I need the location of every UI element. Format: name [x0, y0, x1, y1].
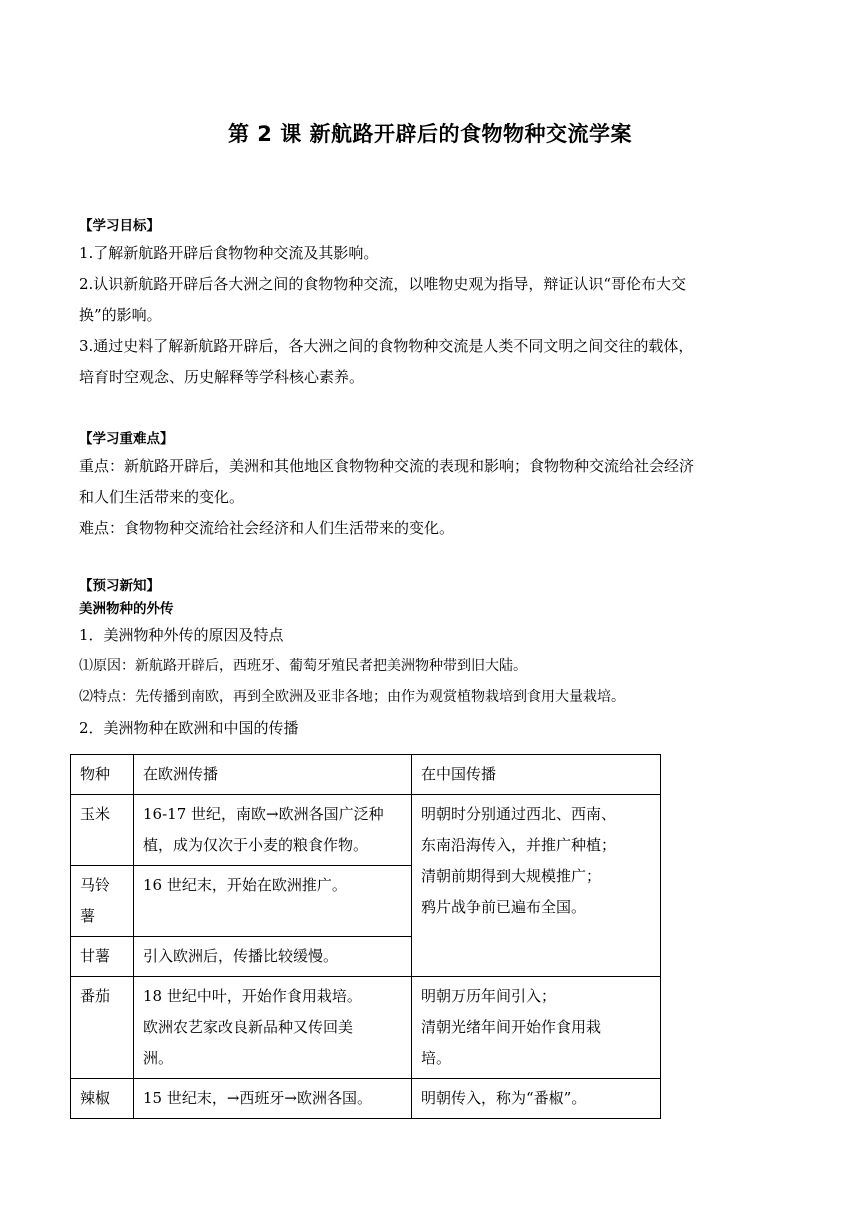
objectives-heading: 【学习目标】 — [79, 218, 160, 234]
preview-section — [79, 574, 791, 744]
species-cell: 番茄 — [71, 977, 134, 1079]
key-points-section — [79, 427, 791, 544]
preview-reason: ⑴原因：新航路开辟后，西班牙、葡萄牙殖民者把美洲物种带到旧大陆。 — [79, 658, 527, 674]
cell-line: 薯 — [80, 907, 96, 925]
preview-heading: 【预习新知】 — [79, 578, 160, 594]
table-header: 在中国传播 — [412, 755, 661, 795]
page-title: 第 2 课 新航路开辟后的食物物种交流学案 — [227, 122, 633, 146]
cell-line: 鸦片战争前已遍布全国。 — [421, 898, 587, 916]
key-points-heading: 【学习重难点】 — [79, 431, 174, 447]
table-header-row — [71, 755, 661, 795]
china-merged-cell — [412, 795, 661, 977]
cell-line: 明朝传入，称为“番椒”。 — [421, 1089, 587, 1107]
table-row — [71, 1079, 661, 1119]
key-point-line: 重点：新航路开辟后，美洲和其他地区食物物种交流的表现和影响；食物物种交流给社会经济 — [79, 457, 695, 475]
preview-item-1: 1．美洲物种外传的原因及特点 — [79, 626, 284, 644]
europe-cell — [134, 1079, 412, 1119]
species-cell: 辣椒 — [71, 1079, 134, 1119]
cell-line: 引入欧洲后，传播比较缓慢。 — [143, 947, 339, 965]
objectives-section — [79, 214, 791, 393]
cell-line: 16-17 世纪，南欧→欧洲各国广泛种 — [143, 805, 384, 823]
cell-line: 植，成为仅次于小麦的粮食作物。 — [143, 836, 369, 854]
europe-cell — [134, 937, 412, 977]
cell-line: 16 世纪末，开始在欧洲推广。 — [143, 876, 347, 894]
key-point-line: 和人们生活带来的变化。 — [79, 488, 245, 506]
europe-cell — [134, 977, 412, 1079]
cell-line: 洲。 — [143, 1049, 174, 1067]
objective-line: 换”的影响。 — [79, 306, 162, 324]
species-table — [70, 754, 661, 1119]
cell-line: 15 世纪末，→西班牙→欧洲各国。 — [143, 1089, 372, 1107]
preview-subheading: 美洲物种的外传 — [79, 601, 174, 617]
cell-line: 欧洲农艺家改良新品种又传回美 — [143, 1018, 354, 1036]
objective-line: 1.了解新航路开辟后食物物种交流及其影响。 — [79, 244, 379, 262]
species-cell — [71, 866, 134, 937]
species-cell: 甘薯 — [71, 937, 134, 977]
preview-feature: ⑵特点：先传播到南欧，再到全欧洲及亚非各地；由作为观赏植物栽培到食用大量栽培。 — [79, 689, 625, 705]
cell-line: 18 世纪中叶，开始作食用栽培。 — [143, 987, 362, 1005]
cell-line: 培。 — [421, 1049, 452, 1067]
key-point-line: 难点：食物物种交流给社会经济和人们生活带来的变化。 — [79, 519, 455, 537]
table-row — [71, 795, 661, 866]
objective-line: 2.认识新航路开辟后各大洲之间的食物物种交流，以唯物史观为指导，辩证认识“哥伦布大交 — [79, 275, 686, 293]
europe-cell — [134, 795, 412, 866]
objective-line: 3.通过史料了解新航路开辟后，各大洲之间的食物物种交流是人类不同文明之间交往的载体， — [79, 337, 694, 355]
cell-line: 清朝光绪年间开始作食用栽 — [421, 1018, 602, 1036]
china-cell — [412, 977, 661, 1079]
species-cell: 玉米 — [71, 795, 134, 866]
cell-line: 东南沿海传入，并推广种植； — [421, 836, 617, 854]
table-header: 物种 — [71, 755, 134, 795]
cell-line: 明朝万历年间引入； — [421, 987, 557, 1005]
cell-line: 清朝前期得到大规模推广； — [421, 867, 602, 885]
preview-item-2: 2．美洲物种在欧洲和中国的传播 — [79, 719, 299, 737]
china-cell — [412, 1079, 661, 1119]
table-header: 在欧洲传播 — [134, 755, 412, 795]
cell-line: 明朝时分别通过西北、西南、 — [421, 805, 617, 823]
table-row — [71, 977, 661, 1079]
cell-line: 马铃 — [80, 876, 111, 894]
europe-cell — [134, 866, 412, 937]
objective-line: 培育时空观念、历史解释等学科核心素养。 — [79, 368, 365, 386]
